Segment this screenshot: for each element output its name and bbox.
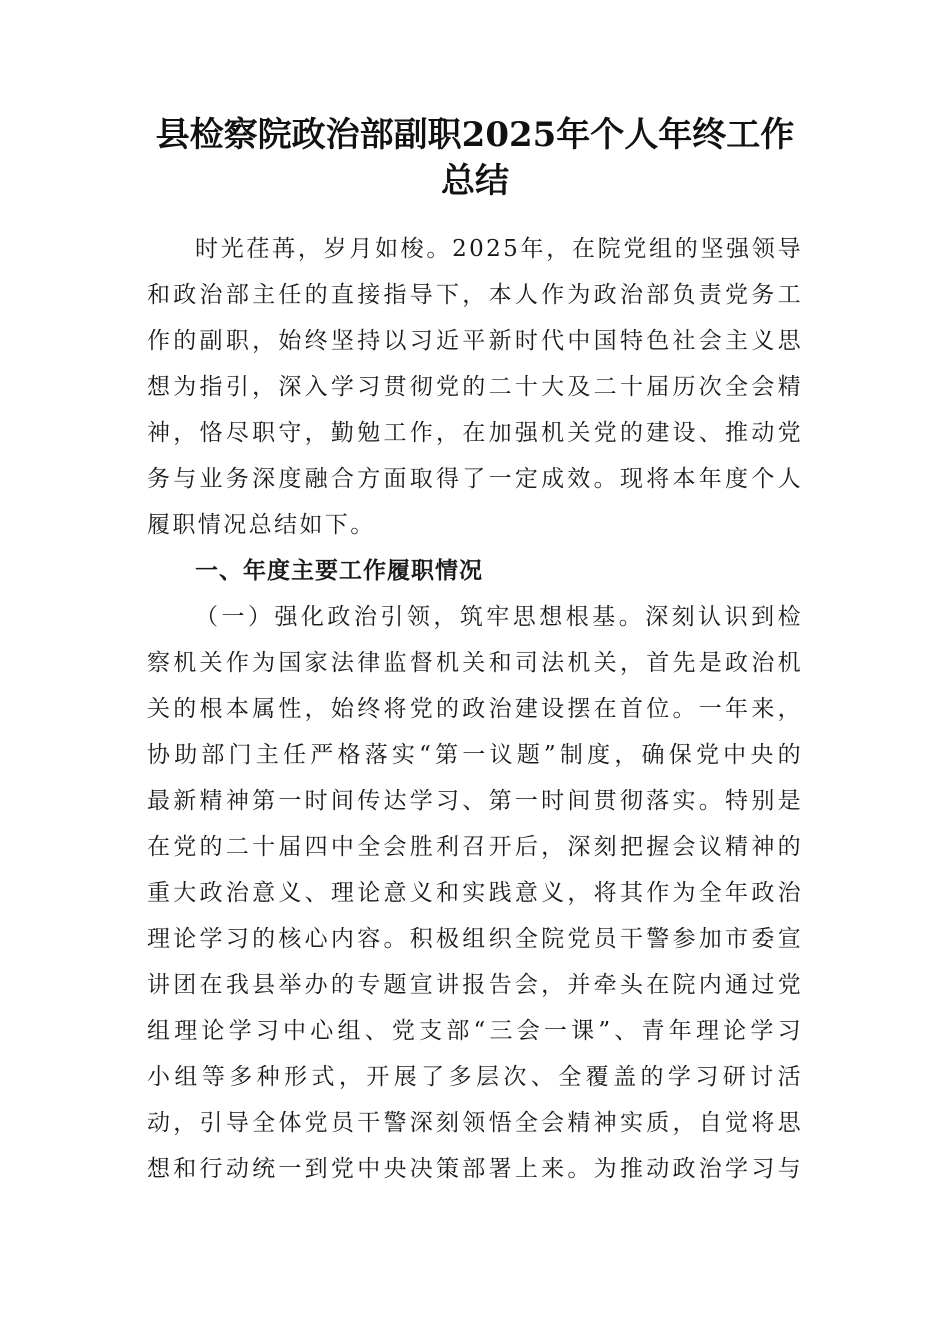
paragraph-line: 察机关作为国家法律监督机关和司法机关，首先是政治机 <box>147 650 803 676</box>
paragraph-line: 讲团在我县举办的专题宣讲报告会，并牵头在院内通过党 <box>147 972 803 998</box>
paragraph-line: 最新精神第一时间传达学习、第一时间贯彻落实。特别是 <box>147 788 803 814</box>
paragraph-line: 时光荏苒，岁月如梭。2025年，在院党组的坚强领导 <box>195 236 803 262</box>
paragraph-line: 重大政治意义、理论意义和实践意义，将其作为全年政治 <box>147 880 803 906</box>
intro-paragraph <box>147 226 803 548</box>
paragraph-line: 想和行动统一到党中央决策部署上来。为推动政治学习与 <box>147 1156 803 1182</box>
title-line-1: 县检察院政治部副职2025年个人年终工作 <box>155 115 795 155</box>
paragraph-line: 作的副职，始终坚持以习近平新时代中国特色社会主义思 <box>147 328 803 354</box>
section-heading: 一、年度主要工作履职情况 <box>195 558 483 584</box>
paragraph-line: 履职情况总结如下。 <box>147 512 376 538</box>
paragraph-line: 动，引导全体党员干警深刻领悟全会精神实质，自觉将思 <box>147 1110 803 1136</box>
document-title <box>120 112 830 204</box>
paragraph-line: 小组等多种形式，开展了多层次、全覆盖的学习研讨活 <box>147 1064 803 1090</box>
paragraph-line: 组理论学习中心组、党支部“三会一课”、青年理论学习 <box>147 1018 803 1044</box>
paragraph-line: 务与业务深度融合方面取得了一定成效。现将本年度个人 <box>147 466 803 492</box>
paragraph-line: 协助部门主任严格落实“第一议题”制度，确保党中央的 <box>147 742 803 768</box>
title-line-2: 总结 <box>441 161 509 201</box>
paragraph-line: 和政治部主任的直接指导下，本人作为政治部负责党务工 <box>147 282 803 308</box>
paragraph-line: 神，恪尽职守，勤勉工作，在加强机关党的建设、推动党 <box>147 420 803 446</box>
section1-paragraph <box>147 594 803 1192</box>
paragraph-line: 在党的二十届四中全会胜利召开后，深刻把握会议精神的 <box>147 834 803 860</box>
document-body <box>147 226 803 1192</box>
paragraph-line: 关的根本属性，始终将党的政治建设摆在首位。一年来， <box>147 696 803 722</box>
paragraph-line: （一）强化政治引领，筑牢思想根基。深刻认识到检 <box>195 604 803 630</box>
paragraph-line: 想为指引，深入学习贯彻党的二十大及二十届历次全会精 <box>147 374 803 400</box>
paragraph-line: 理论学习的核心内容。积极组织全院党员干警参加市委宣 <box>147 926 803 952</box>
